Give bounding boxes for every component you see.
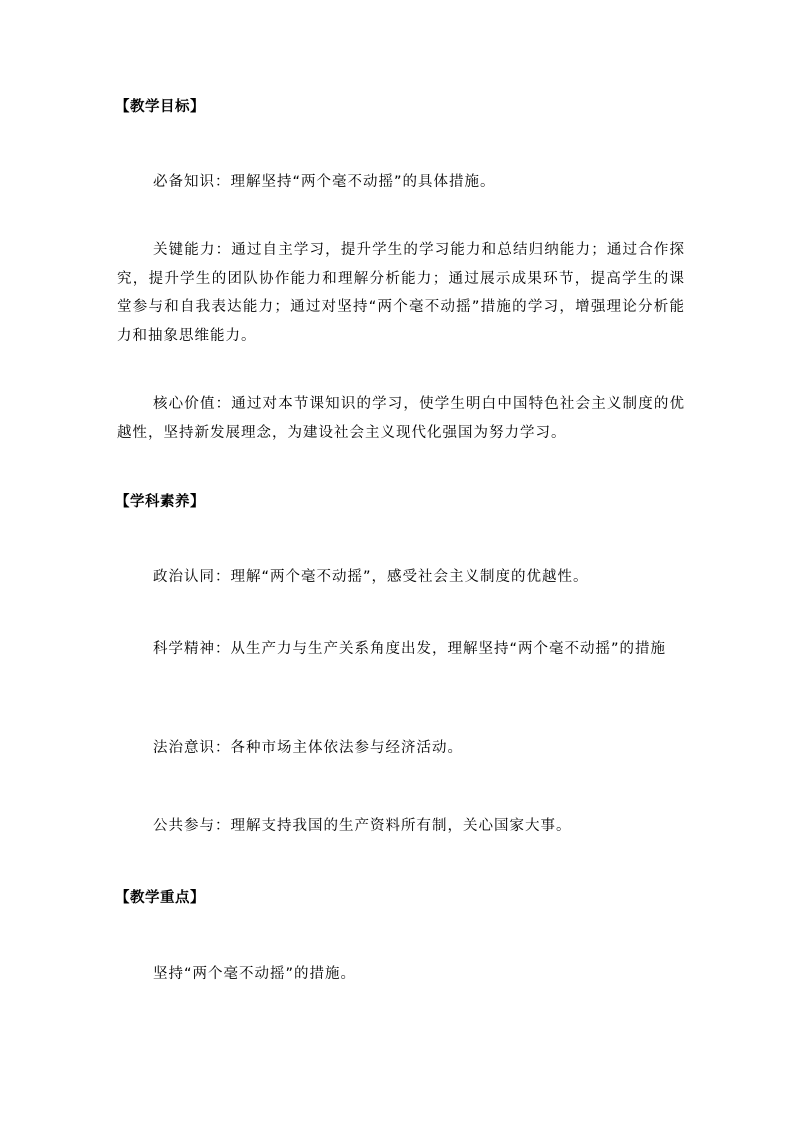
political-identity-paragraph: 政治认同：理解“两个毫不动摇”，感受社会主义制度的优越性。 [153,569,589,585]
core-values-paragraph: 核心价值：通过对本节课知识的学习，使学生明白中国特色社会主义制度的优越性，坚持新发展理念，为建设社会主义现代化强国为努力学习。 [117,396,685,441]
teaching-objectives-heading: 【教学目标】 [115,99,205,115]
keypoint-content-paragraph: 坚持“两个毫不动摇”的措施。 [153,966,357,982]
key-ability-paragraph: 关键能力：通过自主学习，提升学生的学习能力和总结归纳能力；通过合作探究，提升学生的团队协作能力和理解分析能力；通过展示成果环节，提高学生的课堂参与和自我表达能力；通过对坚持“两个毫不动摇”措施的学习，增强理论分析能力和抽象思维能力。 [117,242,685,344]
rule-of-law-paragraph: 法治意识：各种市场主体依法参与经济活动。 [153,740,463,756]
public-participation-paragraph: 公共参与：理解支持我国的生产资料所有制，关心国家大事。 [153,818,572,834]
teaching-keypoints-heading: 【教学重点】 [115,890,205,906]
essential-knowledge-paragraph: 必备知识：理解坚持“两个毫不动摇”的具体措施。 [153,174,496,190]
scientific-spirit-paragraph: 科学精神：从生产力与生产关系角度出发，理解坚持“两个毫不动摇”的措施 [153,641,667,657]
subject-literacy-heading: 【学科素养】 [115,494,205,510]
